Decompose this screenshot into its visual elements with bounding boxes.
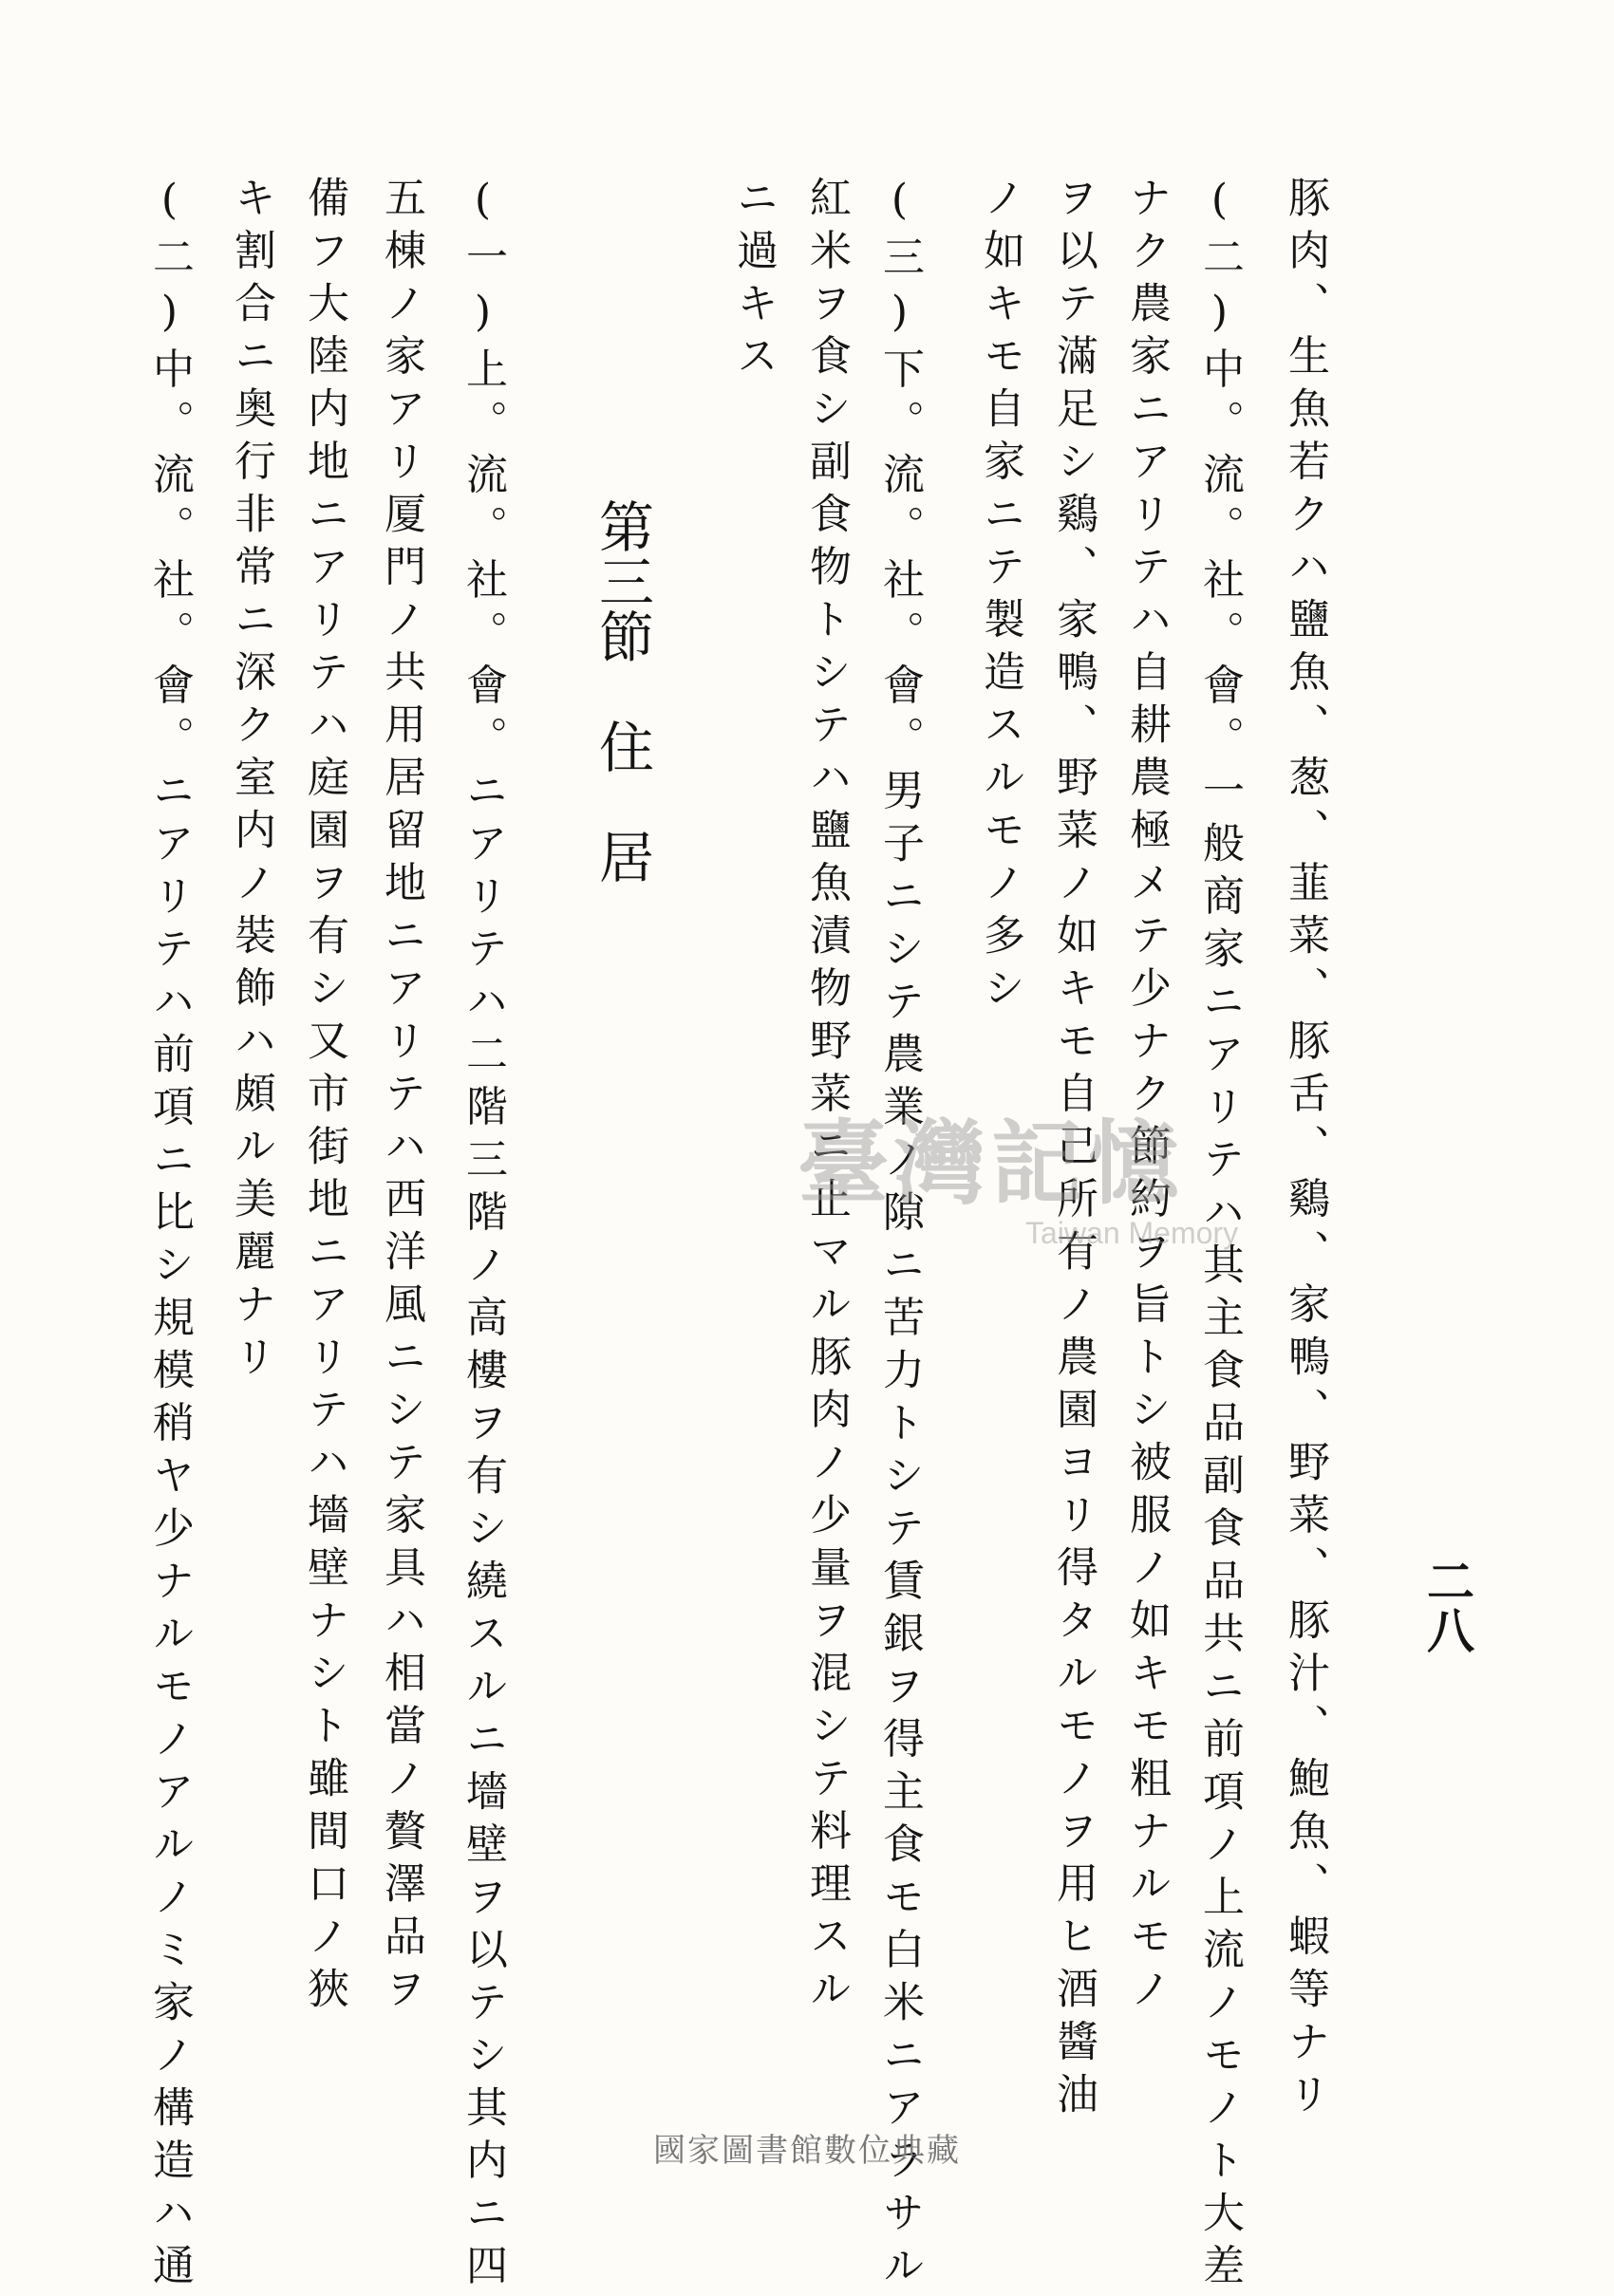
- text-column: 豚肉、生魚若クハ鹽魚、葱、韮菜、豚舌、鷄、家鴨、野菜、豚汁、鮑魚、蝦等ナリ: [1281, 176, 1329, 2125]
- text-column: ニ過キス: [729, 176, 778, 386]
- text-column: ノ如キモ自家ニテ製造スルモノ多シ: [976, 176, 1024, 1018]
- text-column: 紅米ヲ食シ副食物トシテハ鹽魚漬物野菜ニ止マル豚肉ノ少量ヲ混シテ料理スル: [802, 176, 851, 2020]
- page-number: 二八: [1419, 1557, 1475, 1655]
- text-column: ナク農家ニアリテハ自耕農極メテ少ナク節約ヲ旨トシ被服ノ如キモ粗ナルモノ: [1122, 176, 1171, 2020]
- text-column: 五棟ノ家アリ厦門ノ共用居留地ニアリテハ西洋風ニシテ家具ハ相當ノ贅澤品ヲ: [377, 176, 425, 2020]
- text-column: キ割合ニ奥行非常ニ深ク室内ノ裝飾ハ頗ル美麗ナリ: [227, 176, 275, 1388]
- text-column: (二)中。流。社。會。ニアリテハ前項ニ比シ規模稍ヤ少ナルモノアルノミ家ノ構造ハ通: [145, 176, 194, 2296]
- footer-credit: 國家圖書館數位典藏: [653, 2132, 961, 2170]
- text-column: (二)中。流。社。會。一般商家ニアリテハ其主食品副食品共ニ前項ノ上流ノモノト大差: [1195, 176, 1244, 2296]
- text-column: ヲ以テ滿足シ鷄、家鴨、野菜ノ如キモ自己所有ノ農園ヨリ得タルモノヲ用ヒ酒醬油: [1049, 176, 1098, 2125]
- text-column: 備フ大陸内地ニアリテハ庭園ヲ有シ又市街地ニアリテハ墻壁ナシト雖間口ノ狹: [300, 176, 348, 2020]
- section-title: 第三節 住 居: [590, 498, 654, 884]
- text-column: (三)下。流。社。會。男子ニシテ農業ノ隙ニ苦力トシテ賃銀ヲ得主食モ白米ニアラサル: [875, 176, 924, 2296]
- text-column: (一)上。流。社。會。ニアリテハ二階三階ノ高樓ヲ有シ繞スルニ墻壁ヲ以テシ其内ニ四: [459, 176, 507, 2296]
- watermark-sub: Taiwan Memory: [1025, 1216, 1239, 1250]
- watermark-logo: [798, 1092, 1238, 1251]
- watermark-main: 臺灣記憶: [798, 1110, 1185, 1217]
